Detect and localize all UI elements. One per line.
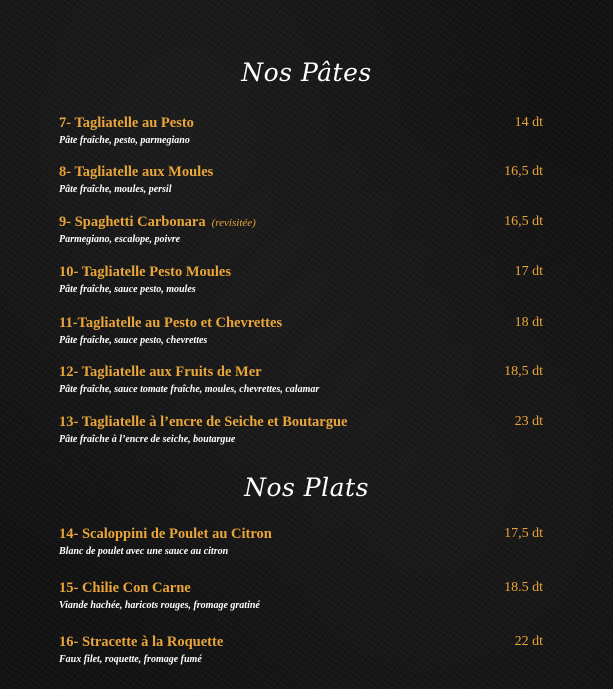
item-price: 22 dt	[514, 634, 543, 649]
menu-item	[59, 364, 544, 404]
menu-item	[59, 115, 544, 155]
item-price: 16,5 dt	[504, 164, 543, 179]
item-price: 16,5 dt	[504, 214, 543, 229]
menu-item	[59, 634, 544, 674]
item-name: 14- Scaloppini de Poulet au Citron	[59, 526, 272, 542]
menu-item	[59, 526, 544, 566]
section-title-pates: Nos Pâtes	[241, 58, 372, 87]
item-price: 18 dt	[514, 315, 543, 330]
item-name: 9- Spaghetti Carbonara (revisitée)	[59, 214, 256, 230]
item-name: 12- Tagliatelle aux Fruits de Mer	[59, 364, 262, 380]
item-description: Parmegiano, escalope, poivre	[59, 234, 181, 245]
item-description: Pâte fraîche, sauce pesto, moules	[59, 284, 196, 295]
item-description: Blanc de poulet avec une sauce au citron	[59, 546, 229, 557]
menu-item	[59, 414, 544, 454]
item-note: (revisitée)	[211, 217, 256, 229]
item-description: Pâte fraîche, moules, persil	[59, 184, 172, 195]
menu-item	[59, 164, 544, 204]
item-price: 18,5 dt	[504, 364, 543, 379]
item-description: Viande hachée, haricots rouges, fromage gratiné	[59, 600, 260, 611]
menu-item	[59, 315, 544, 355]
item-price: 17,5 dt	[504, 526, 543, 541]
menu-item	[59, 264, 544, 304]
item-price: 14 dt	[514, 115, 543, 130]
item-name: 11-Tagliatelle au Pesto et Chevrettes	[59, 315, 283, 331]
item-description: Pâte fraîche, sauce pesto, chevrettes	[59, 335, 208, 346]
section-title-plats: Nos Plats	[244, 473, 369, 502]
item-description: Faux filet, roquette, fromage fumé	[59, 654, 202, 665]
item-name: 8- Tagliatelle aux Moules	[59, 164, 214, 180]
item-name: 15- Chilie Con Carne	[59, 580, 191, 596]
item-name: 10- Tagliatelle Pesto Moules	[59, 264, 231, 280]
menu-item	[59, 214, 544, 254]
item-name: 7- Tagliatelle au Pesto	[59, 115, 194, 131]
menu-item	[59, 580, 544, 620]
item-price: 18.5 dt	[504, 580, 543, 595]
item-name: 16- Stracette à la Roquette	[59, 634, 224, 650]
item-name: 13- Tagliatelle à l’encre de Seiche et Boutargue	[59, 414, 348, 430]
item-description: Pâte fraîche, sauce tomate fraîche, moules, chevrettes, calamar	[59, 384, 320, 395]
item-price: 17 dt	[514, 264, 543, 279]
item-description: Pâte fraîche à l’encre de seiche, boutargue	[59, 434, 236, 445]
item-price: 23 dt	[514, 414, 543, 429]
item-description: Pâte fraîche, pesto, parmegiano	[59, 135, 190, 146]
